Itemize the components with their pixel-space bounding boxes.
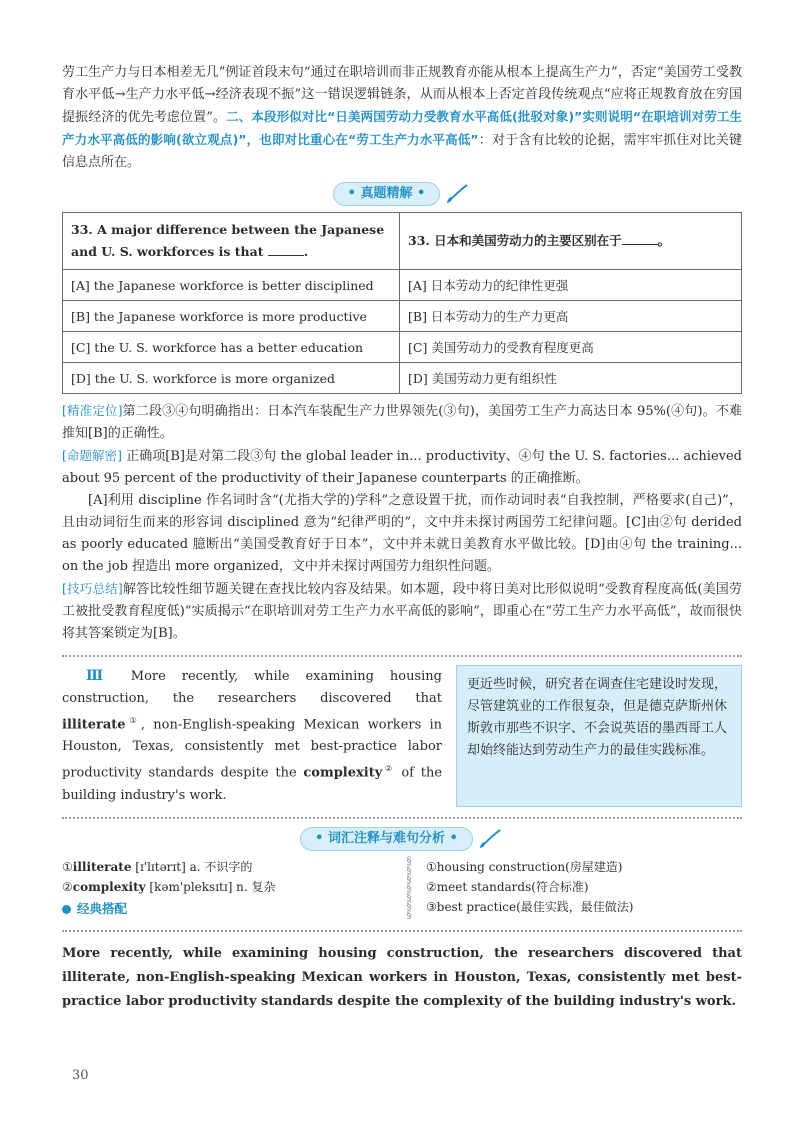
divider — [62, 655, 742, 657]
vocab-notes — [62, 857, 402, 920]
option-cn: [C] 美国劳动力的受教育程度更高 — [400, 332, 742, 363]
option-en: [C] the U. S. workforce has a better education — [63, 332, 400, 363]
analysis-decode: [命题解密] 正确项[B]是对第二段③句 the global leader in... productivity、④句 the U. S. factories... achieved about 95 percent of the productivity of their Japanese counterparts 的正确推断。 — [62, 448, 742, 486]
analysis-skill: [技巧总结]解答比较性细节题关键在查找比较内容及结果。如本题，段中将日美对比形似说明“受教育程度高低(美国劳工被批受教育程度低)”实质揭示“在职培训对劳工生产力水平高低的影响”，即重心在“劳工生产力水平高低”，故而很快将其答案锁定为[B]。 — [62, 581, 742, 641]
brush-icon — [478, 828, 504, 850]
vocab-complexity: complexity — [303, 765, 383, 781]
question-cn: 33. 日本和美国劳动力的主要区别在于 。 — [400, 213, 742, 270]
intro-text-1: 劳工生产力与日本相差无几”例证首段末句“通过在职培训而非正规教育亦能从根本上提高生产力”，否定“美国劳工受教育水平低→生产力水平低→经济表现不振”这一错误逻辑链条，从而从根本上否定首段传统观点“应将正规教育放在穷国提振经济的优先考虑位置”。 — [62, 65, 742, 125]
page — [62, 62, 742, 1014]
chain-divider-icon: § § § § § § § — [406, 855, 412, 921]
intro-text-2: ：对于含有比较的论据，需牢牢抓住对比关键信息点所在。 — [62, 133, 742, 170]
question-en: 33. A major difference between the Japanese and U. S. workforces is that . — [63, 213, 400, 270]
collocation-item: ②meet standards(符合标准) — [426, 879, 589, 894]
collocation-list — [416, 857, 633, 920]
passage-en: Ⅲ More recently, while examining housing construction, the researchers discovered that illiterate①, non-English-speaking Mexican workers in Houston, Texas, consistently met best-practice labor productivity standards despite the complexity② of the building industry's work. — [62, 668, 443, 803]
brush-icon — [445, 183, 471, 205]
question-row — [63, 213, 742, 270]
option-en: [A] the Japanese workforce is better disciplined — [63, 270, 400, 301]
passage-block — [62, 665, 742, 807]
option-cn: [A] 日本劳动力的纪律性更强 — [400, 270, 742, 301]
option-row — [63, 332, 742, 363]
option-row — [63, 363, 742, 394]
tag-locate: [精准定位] — [62, 403, 123, 418]
section-banner-answer — [62, 182, 742, 208]
intro-paragraph — [62, 62, 742, 174]
question-table — [62, 212, 742, 394]
tag-skill: [技巧总结] — [62, 581, 123, 596]
tag-decode: [命题解密] — [62, 448, 122, 463]
analysis-distractors: [A]利用 discipline 作名词时含“(尤指大学的)学科”之意设置干扰，而作动词时表“自我控制，严格要求(自己)”，且由动词衍生而来的形容词 disciplined 意为“纪律严明的”，文中并未探讨两国劳工纪律问题。[C]由②句 derided as poorly educated 臆断出“美国受教育好于日本”，文中并未就日美教育水平做比较。[D]由④句 the training... on the job 捏造出 more organized，文中并未探讨两国劳力组织性问题。 — [62, 493, 742, 574]
key-sentence: More recently, while examining housing construction, the researchers discovered that illiterate, non-English-speaking Mexican workers in Houston, Texas, consistently met best-practice labor productivity standards despite the complexity of the building industry's work. — [62, 945, 742, 1009]
option-row — [63, 301, 742, 332]
divider — [62, 817, 742, 819]
bullet-dot-icon — [62, 905, 71, 914]
option-cn: [D] 美国劳动力更有组织性 — [400, 363, 742, 394]
vocab-section — [62, 857, 742, 920]
banner-label: • 词汇注释与难句分析 • — [300, 827, 473, 851]
page-number: 30 — [72, 1068, 89, 1083]
option-cn: [B] 日本劳动力的生产力更高 — [400, 301, 742, 332]
paragraph-numeral: Ⅲ — [86, 668, 115, 684]
intro-highlight: 二、本段形似对比“日美两国劳动力受教育水平高低(批驳对象)”实则说明“在职培训对劳工生产力水平高低的影响(欲立观点)”，也即对比重心在“劳工生产力水平高低” — [62, 109, 742, 147]
divider — [62, 930, 742, 932]
collocation-heading: 经典搭配 — [62, 899, 402, 919]
collocation-item: ①housing construction(房屋建造) — [426, 859, 623, 874]
option-row — [63, 270, 742, 301]
collocation-item: ③best practice(最佳实践，最佳做法) — [426, 899, 634, 914]
vocab-note: ①illiterate [ɪ'lɪtərɪt] a. 不识字的 — [62, 859, 253, 874]
analysis-locate: [精准定位]第二段③④句明确指出：日本汽车装配生产力世界领先(③句)，美国劳工生产力高达日本 95%(④句)。不难推知[B]的正确性。 — [62, 403, 742, 441]
option-en: [D] the U. S. workforce is more organized — [63, 363, 400, 394]
banner-label: • 真题精解 • — [333, 182, 441, 206]
section-banner-vocab — [62, 827, 742, 853]
option-en: [B] the Japanese workforce is more productive — [63, 301, 400, 332]
vocab-note: ②complexity [kəm'pleksɪtɪ] n. 复杂 — [62, 879, 276, 894]
vocab-illiterate: illiterate — [62, 717, 126, 733]
passage-translation: 更近些时候，研究者在调查住宅建设时发现，尽管建筑业的工作很复杂，但是德克萨斯州休斯敦市那些不识字、不会说英语的墨西哥工人却始终能达到劳动生产力的最佳实践标准。 — [456, 665, 742, 807]
